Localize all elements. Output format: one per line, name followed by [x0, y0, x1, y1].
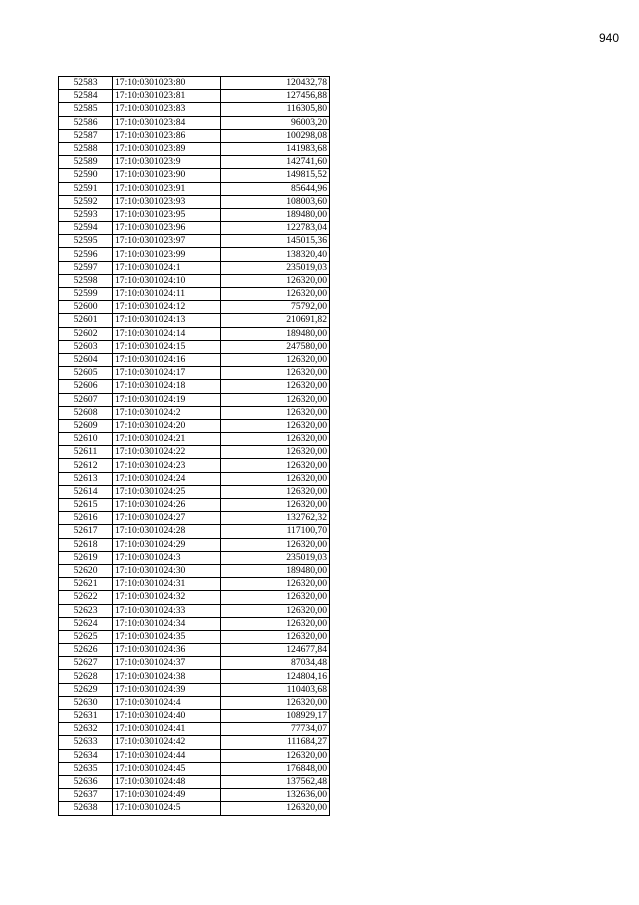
row-id-cell: 52632 — [59, 723, 113, 736]
table-row — [59, 710, 330, 723]
row-id-cell: 52635 — [59, 762, 113, 775]
table-row — [59, 129, 330, 142]
cadastral-value-cell: 126320,00 — [221, 380, 330, 393]
cadastral-value-cell: 126320,00 — [221, 406, 330, 419]
row-id-cell: 52627 — [59, 657, 113, 670]
row-id-cell: 52638 — [59, 802, 113, 815]
cadastral-number-cell: 17:10:0301024:30 — [113, 564, 221, 577]
row-id-cell: 52631 — [59, 710, 113, 723]
cadastral-number-cell: 17:10:0301024:16 — [113, 353, 221, 366]
table-row — [59, 77, 330, 90]
table-row — [59, 353, 330, 366]
row-id-cell: 52600 — [59, 301, 113, 314]
cadastral-number-cell: 17:10:0301024:13 — [113, 314, 221, 327]
table-row — [59, 142, 330, 155]
cadastral-number-cell: 17:10:0301024:22 — [113, 446, 221, 459]
row-id-cell: 52609 — [59, 419, 113, 432]
cadastral-number-cell: 17:10:0301024:38 — [113, 670, 221, 683]
cadastral-value-cell: 126320,00 — [221, 696, 330, 709]
row-id-cell: 52598 — [59, 274, 113, 287]
cadastral-value-cell: 126320,00 — [221, 499, 330, 512]
cadastral-value-cell: 117100,70 — [221, 525, 330, 538]
cadastral-number-cell: 17:10:0301024:31 — [113, 578, 221, 591]
cadastral-number-cell: 17:10:0301024:44 — [113, 749, 221, 762]
cadastral-value-cell: 126320,00 — [221, 288, 330, 301]
row-id-cell: 52621 — [59, 578, 113, 591]
cadastral-number-cell: 17:10:0301024:34 — [113, 617, 221, 630]
cadastral-value-cell: 138320,40 — [221, 248, 330, 261]
cadastral-value-cell: 132636,00 — [221, 789, 330, 802]
table-row — [59, 90, 330, 103]
table-row — [59, 195, 330, 208]
cadastral-value-cell: 116305,80 — [221, 103, 330, 116]
cadastral-number-cell: 17:10:0301024:23 — [113, 459, 221, 472]
row-id-cell: 52606 — [59, 380, 113, 393]
row-id-cell: 52625 — [59, 630, 113, 643]
table-row — [59, 222, 330, 235]
cadastral-value-cell: 126320,00 — [221, 630, 330, 643]
cadastral-value-cell: 126320,00 — [221, 367, 330, 380]
table-row — [59, 723, 330, 736]
cadastral-value-cell: 111684,27 — [221, 736, 330, 749]
table-row — [59, 604, 330, 617]
cadastral-number-cell: 17:10:0301023:99 — [113, 248, 221, 261]
cadastral-value-cell: 126320,00 — [221, 274, 330, 287]
row-id-cell: 52610 — [59, 433, 113, 446]
cadastral-number-cell: 17:10:0301024:5 — [113, 802, 221, 815]
cadastral-value-cell: 126320,00 — [221, 353, 330, 366]
cadastral-number-cell: 17:10:0301023:9 — [113, 156, 221, 169]
table-row — [59, 499, 330, 512]
row-id-cell: 52589 — [59, 156, 113, 169]
table-row — [59, 274, 330, 287]
cadastral-number-cell: 17:10:0301023:80 — [113, 77, 221, 90]
cadastral-value-cell: 124804,16 — [221, 670, 330, 683]
row-id-cell: 52591 — [59, 182, 113, 195]
row-id-cell: 52618 — [59, 538, 113, 551]
table-row — [59, 591, 330, 604]
cadastral-value-cell: 132762,32 — [221, 512, 330, 525]
table-row — [59, 446, 330, 459]
cadastral-value-cell: 87034,48 — [221, 657, 330, 670]
table-row — [59, 261, 330, 274]
row-id-cell: 52623 — [59, 604, 113, 617]
row-id-cell: 52629 — [59, 683, 113, 696]
cadastral-value-cell: 96003,20 — [221, 116, 330, 129]
cadastral-value-cell: 126320,00 — [221, 459, 330, 472]
row-id-cell: 52588 — [59, 142, 113, 155]
cadastral-value-cell: 108003,60 — [221, 195, 330, 208]
row-id-cell: 52599 — [59, 288, 113, 301]
cadastral-number-cell: 17:10:0301024:32 — [113, 591, 221, 604]
table-row — [59, 736, 330, 749]
table-body — [59, 77, 330, 816]
cadastral-value-cell: 235019,03 — [221, 261, 330, 274]
table-row — [59, 406, 330, 419]
cadastral-value-cell: 235019,03 — [221, 551, 330, 564]
cadastral-number-cell: 17:10:0301024:11 — [113, 288, 221, 301]
table-row — [59, 327, 330, 340]
table-row — [59, 657, 330, 670]
cadastral-number-cell: 17:10:0301024:15 — [113, 340, 221, 353]
cadastral-number-cell: 17:10:0301024:39 — [113, 683, 221, 696]
cadastral-value-cell: 110403,68 — [221, 683, 330, 696]
cadastral-number-cell: 17:10:0301024:27 — [113, 512, 221, 525]
table-row — [59, 512, 330, 525]
row-id-cell: 52622 — [59, 591, 113, 604]
cadastral-number-cell: 17:10:0301024:28 — [113, 525, 221, 538]
table-row — [59, 314, 330, 327]
cadastral-number-cell: 17:10:0301024:42 — [113, 736, 221, 749]
row-id-cell: 52634 — [59, 749, 113, 762]
row-id-cell: 52596 — [59, 248, 113, 261]
cadastral-number-cell: 17:10:0301024:37 — [113, 657, 221, 670]
table-row — [59, 116, 330, 129]
cadastral-number-cell: 17:10:0301023:84 — [113, 116, 221, 129]
cadastral-number-cell: 17:10:0301024:19 — [113, 393, 221, 406]
cadastral-number-cell: 17:10:0301024:3 — [113, 551, 221, 564]
cadastral-number-cell: 17:10:0301024:1 — [113, 261, 221, 274]
cadastral-number-cell: 17:10:0301023:83 — [113, 103, 221, 116]
cadastral-number-cell: 17:10:0301024:49 — [113, 789, 221, 802]
row-id-cell: 52620 — [59, 564, 113, 577]
cadastral-value-cell: 141983,68 — [221, 142, 330, 155]
cadastral-value-cell: 77734,07 — [221, 723, 330, 736]
table-row — [59, 578, 330, 591]
cadastral-number-cell: 17:10:0301023:90 — [113, 169, 221, 182]
table-row — [59, 182, 330, 195]
cadastral-number-cell: 17:10:0301024:2 — [113, 406, 221, 419]
table-row — [59, 775, 330, 788]
cadastral-value-cell: 137562,48 — [221, 775, 330, 788]
row-id-cell: 52594 — [59, 222, 113, 235]
cadastral-value-cell: 176848,00 — [221, 762, 330, 775]
cadastral-value-cell: 126320,00 — [221, 749, 330, 762]
cadastral-value-cell: 122783,04 — [221, 222, 330, 235]
table-row — [59, 156, 330, 169]
cadastral-number-cell: 17:10:0301024:14 — [113, 327, 221, 340]
cadastral-value-cell: 127456,88 — [221, 90, 330, 103]
cadastral-number-cell: 17:10:0301024:10 — [113, 274, 221, 287]
row-id-cell: 52624 — [59, 617, 113, 630]
table-row — [59, 749, 330, 762]
cadastral-value-cell: 189480,00 — [221, 208, 330, 221]
cadastral-value-cell: 124677,84 — [221, 644, 330, 657]
table-row — [59, 485, 330, 498]
table-row — [59, 235, 330, 248]
cadastral-value-cell: 126320,00 — [221, 419, 330, 432]
cadastral-number-cell: 17:10:0301024:21 — [113, 433, 221, 446]
cadastral-number-cell: 17:10:0301024:20 — [113, 419, 221, 432]
cadastral-number-cell: 17:10:0301024:36 — [113, 644, 221, 657]
cadastral-number-cell: 17:10:0301024:12 — [113, 301, 221, 314]
cadastral-number-cell: 17:10:0301023:86 — [113, 129, 221, 142]
row-id-cell: 52603 — [59, 340, 113, 353]
cadastral-number-cell: 17:10:0301024:26 — [113, 499, 221, 512]
row-id-cell: 52612 — [59, 459, 113, 472]
row-id-cell: 52611 — [59, 446, 113, 459]
row-id-cell: 52604 — [59, 353, 113, 366]
cadastral-number-cell: 17:10:0301024:24 — [113, 472, 221, 485]
cadastral-value-cell: 108929,17 — [221, 710, 330, 723]
row-id-cell: 52617 — [59, 525, 113, 538]
cadastral-value-cell: 149815,52 — [221, 169, 330, 182]
cadastral-number-cell: 17:10:0301023:97 — [113, 235, 221, 248]
cadastral-value-cell: 85644,96 — [221, 182, 330, 195]
table-row — [59, 617, 330, 630]
row-id-cell: 52626 — [59, 644, 113, 657]
row-id-cell: 52616 — [59, 512, 113, 525]
row-id-cell: 52619 — [59, 551, 113, 564]
table-row — [59, 525, 330, 538]
table-row — [59, 802, 330, 815]
table-row — [59, 630, 330, 643]
row-id-cell: 52602 — [59, 327, 113, 340]
cadastral-number-cell: 17:10:0301024:35 — [113, 630, 221, 643]
cadastral-number-cell: 17:10:0301024:45 — [113, 762, 221, 775]
table-row — [59, 380, 330, 393]
cadastral-number-cell: 17:10:0301023:81 — [113, 90, 221, 103]
cadastral-value-cell: 126320,00 — [221, 433, 330, 446]
table-row — [59, 538, 330, 551]
cadastral-number-cell: 17:10:0301023:95 — [113, 208, 221, 221]
cadastral-value-cell: 120432,78 — [221, 77, 330, 90]
cadastral-value-cell: 126320,00 — [221, 617, 330, 630]
cadastral-value-cell: 145015,36 — [221, 235, 330, 248]
cadastral-value-cell: 126320,00 — [221, 802, 330, 815]
table-row — [59, 301, 330, 314]
table-row — [59, 564, 330, 577]
cadastral-value-cell: 189480,00 — [221, 564, 330, 577]
cadastral-value-cell: 126320,00 — [221, 393, 330, 406]
row-id-cell: 52585 — [59, 103, 113, 116]
row-id-cell: 52613 — [59, 472, 113, 485]
cadastral-value-cell: 189480,00 — [221, 327, 330, 340]
table-row — [59, 670, 330, 683]
table-row — [59, 644, 330, 657]
cadastral-number-cell: 17:10:0301024:25 — [113, 485, 221, 498]
cadastral-number-cell: 17:10:0301023:93 — [113, 195, 221, 208]
table-row — [59, 288, 330, 301]
table-row — [59, 789, 330, 802]
cadastral-number-cell: 17:10:0301023:96 — [113, 222, 221, 235]
cadastral-value-cell: 126320,00 — [221, 578, 330, 591]
row-id-cell: 52584 — [59, 90, 113, 103]
row-id-cell: 52628 — [59, 670, 113, 683]
cadastral-number-cell: 17:10:0301024:18 — [113, 380, 221, 393]
row-id-cell: 52614 — [59, 485, 113, 498]
table-row — [59, 683, 330, 696]
table-row — [59, 208, 330, 221]
cadastral-value-cell: 75792,00 — [221, 301, 330, 314]
table-row — [59, 367, 330, 380]
table-row — [59, 103, 330, 116]
cadastral-number-cell: 17:10:0301024:41 — [113, 723, 221, 736]
cadastral-value-cell: 126320,00 — [221, 538, 330, 551]
table-row — [59, 459, 330, 472]
cadastral-number-cell: 17:10:0301024:17 — [113, 367, 221, 380]
row-id-cell: 52630 — [59, 696, 113, 709]
page-number: 940 — [598, 31, 619, 45]
row-id-cell: 52592 — [59, 195, 113, 208]
cadastral-number-cell: 17:10:0301024:48 — [113, 775, 221, 788]
cadastral-value-cell: 126320,00 — [221, 472, 330, 485]
row-id-cell: 52608 — [59, 406, 113, 419]
row-id-cell: 52583 — [59, 77, 113, 90]
cadastral-number-cell: 17:10:0301024:29 — [113, 538, 221, 551]
table-row — [59, 433, 330, 446]
row-id-cell: 52590 — [59, 169, 113, 182]
cadastral-value-cell: 126320,00 — [221, 604, 330, 617]
cadastral-value-cell: 126320,00 — [221, 446, 330, 459]
row-id-cell: 52586 — [59, 116, 113, 129]
row-id-cell: 52587 — [59, 129, 113, 142]
cadastral-number-cell: 17:10:0301024:40 — [113, 710, 221, 723]
cadastral-value-cell: 210691,82 — [221, 314, 330, 327]
table-row — [59, 393, 330, 406]
cadastral-value-cell: 100298,08 — [221, 129, 330, 142]
row-id-cell: 52595 — [59, 235, 113, 248]
row-id-cell: 52607 — [59, 393, 113, 406]
cadastral-number-cell: 17:10:0301024:4 — [113, 696, 221, 709]
table-row — [59, 762, 330, 775]
cadastral-number-cell: 17:10:0301023:91 — [113, 182, 221, 195]
cadastral-number-cell: 17:10:0301024:33 — [113, 604, 221, 617]
row-id-cell: 52636 — [59, 775, 113, 788]
table-row — [59, 340, 330, 353]
table-row — [59, 248, 330, 261]
table-row — [59, 169, 330, 182]
row-id-cell: 52615 — [59, 499, 113, 512]
table-row — [59, 472, 330, 485]
row-id-cell: 52605 — [59, 367, 113, 380]
cadastral-number-cell: 17:10:0301023:89 — [113, 142, 221, 155]
cadastral-value-cell: 126320,00 — [221, 591, 330, 604]
row-id-cell: 52593 — [59, 208, 113, 221]
row-id-cell: 52633 — [59, 736, 113, 749]
cadastral-value-cell: 142741,60 — [221, 156, 330, 169]
table-row — [59, 551, 330, 564]
table-row — [59, 419, 330, 432]
cadastral-value-cell: 247580,00 — [221, 340, 330, 353]
cadastral-value-cell: 126320,00 — [221, 485, 330, 498]
cadastral-value-table — [58, 76, 330, 816]
row-id-cell: 52601 — [59, 314, 113, 327]
row-id-cell: 52637 — [59, 789, 113, 802]
table-row — [59, 696, 330, 709]
row-id-cell: 52597 — [59, 261, 113, 274]
